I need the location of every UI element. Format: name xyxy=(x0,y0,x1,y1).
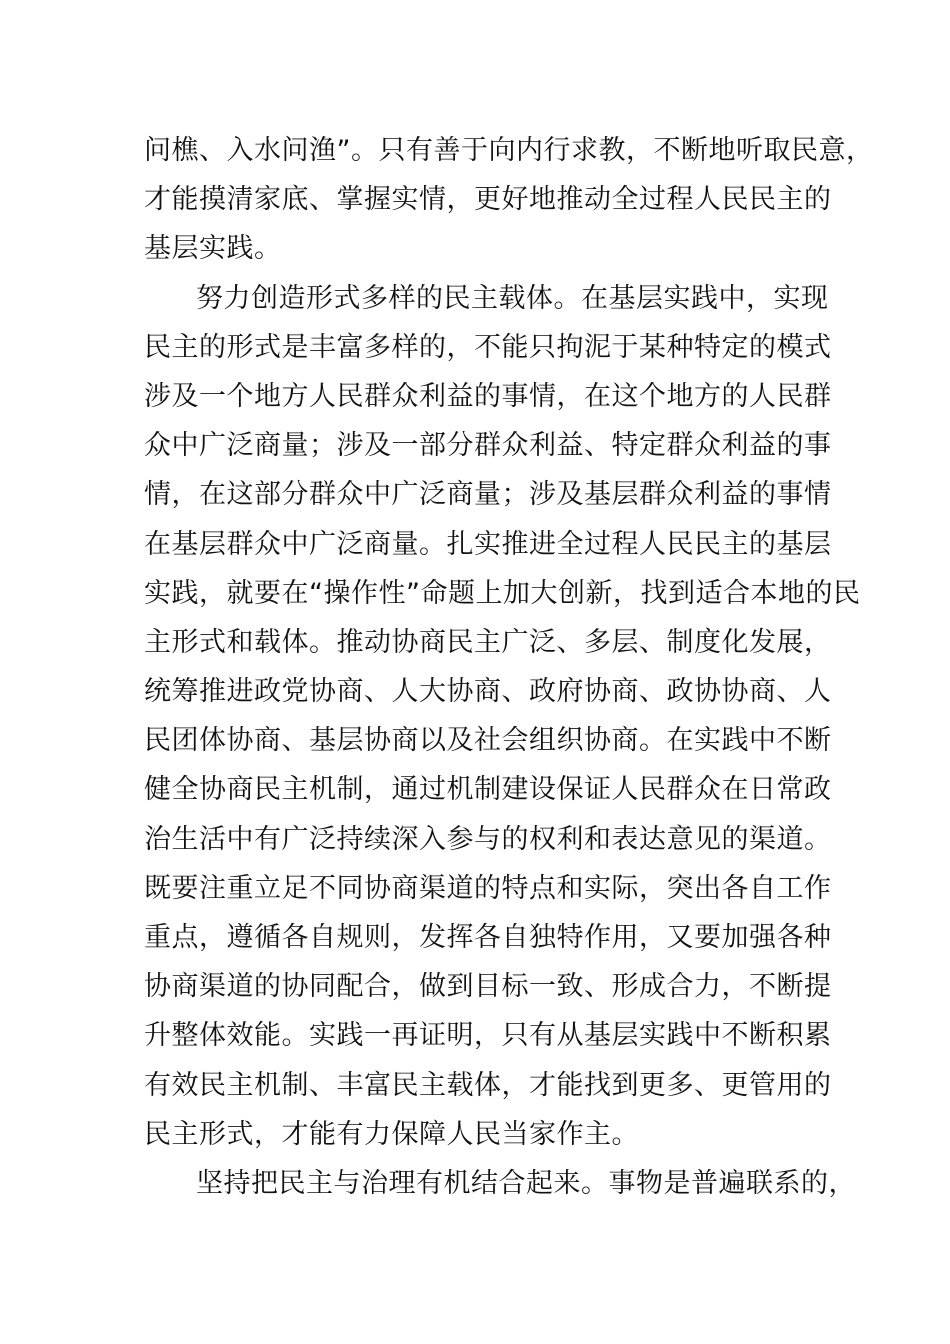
text-line: 民团体协商、基层协商以及社会组织协商。在实践中不断 xyxy=(144,725,832,757)
text-line: 众中广泛商量；涉及一部分群众利益、特定群众利益的事 xyxy=(144,430,832,462)
text-line: 才能摸清家底、掌握实情，更好地推动全过程人民民主的 xyxy=(144,184,832,216)
text-line: 升整体效能。实践一再证明，只有从基层实践中不断积累 xyxy=(144,1020,832,1052)
paragraph-start-line: 坚持把民主与治理有机结合起来。事物是普遍联系的， xyxy=(196,1167,856,1199)
text-line: 在基层群众中广泛商量。扎实推进全过程人民民主的基层 xyxy=(144,528,832,560)
text-line: 实践，就要在“操作性”命题上加大创新，找到适合本地的民 xyxy=(144,577,861,609)
text-line: 情，在这部分群众中广泛商量；涉及基层群众利益的事情 xyxy=(144,479,832,511)
text-line: 民主的形式是丰富多样的，不能只拘泥于某种特定的模式 xyxy=(144,331,832,363)
text-line: 基层实践。 xyxy=(144,233,282,265)
text-line: 民主形式，才能有力保障人民当家作主。 xyxy=(144,1118,639,1150)
text-line: 健全协商民主机制，通过机制建设保证人民群众在日常政 xyxy=(144,774,832,806)
text-line: 协商渠道的协同配合，做到目标一致、形成合力，不断提 xyxy=(144,971,832,1003)
text-line: 主形式和载体。推动协商民主广泛、多层、制度化发展， xyxy=(144,626,832,658)
text-line: 统筹推进政党协商、人大协商、政府协商、政协协商、人 xyxy=(144,676,832,708)
text-line: 问樵、入水问渔”。只有善于向内行求教，不断地听取民意， xyxy=(144,135,874,166)
text-line: 治生活中有广泛持续深入参与的权利和表达意见的渠道。 xyxy=(144,823,832,855)
text-line: 重点，遵循各自规则，发挥各自独特作用，又要加强各种 xyxy=(144,922,832,953)
text-line: 有效民主机制、丰富民主载体，才能找到更多、更管用的 xyxy=(144,1069,832,1101)
paragraph-start-line: 努力创造形式多样的民主载体。在基层实践中，实现 xyxy=(196,282,829,314)
text-line: 涉及一个地方人民群众利益的事情，在这个地方的人民群 xyxy=(144,380,832,412)
text-line: 既要注重立足不同协商渠道的特点和实际，突出各自工作 xyxy=(144,872,832,904)
body-text xyxy=(144,126,874,1208)
